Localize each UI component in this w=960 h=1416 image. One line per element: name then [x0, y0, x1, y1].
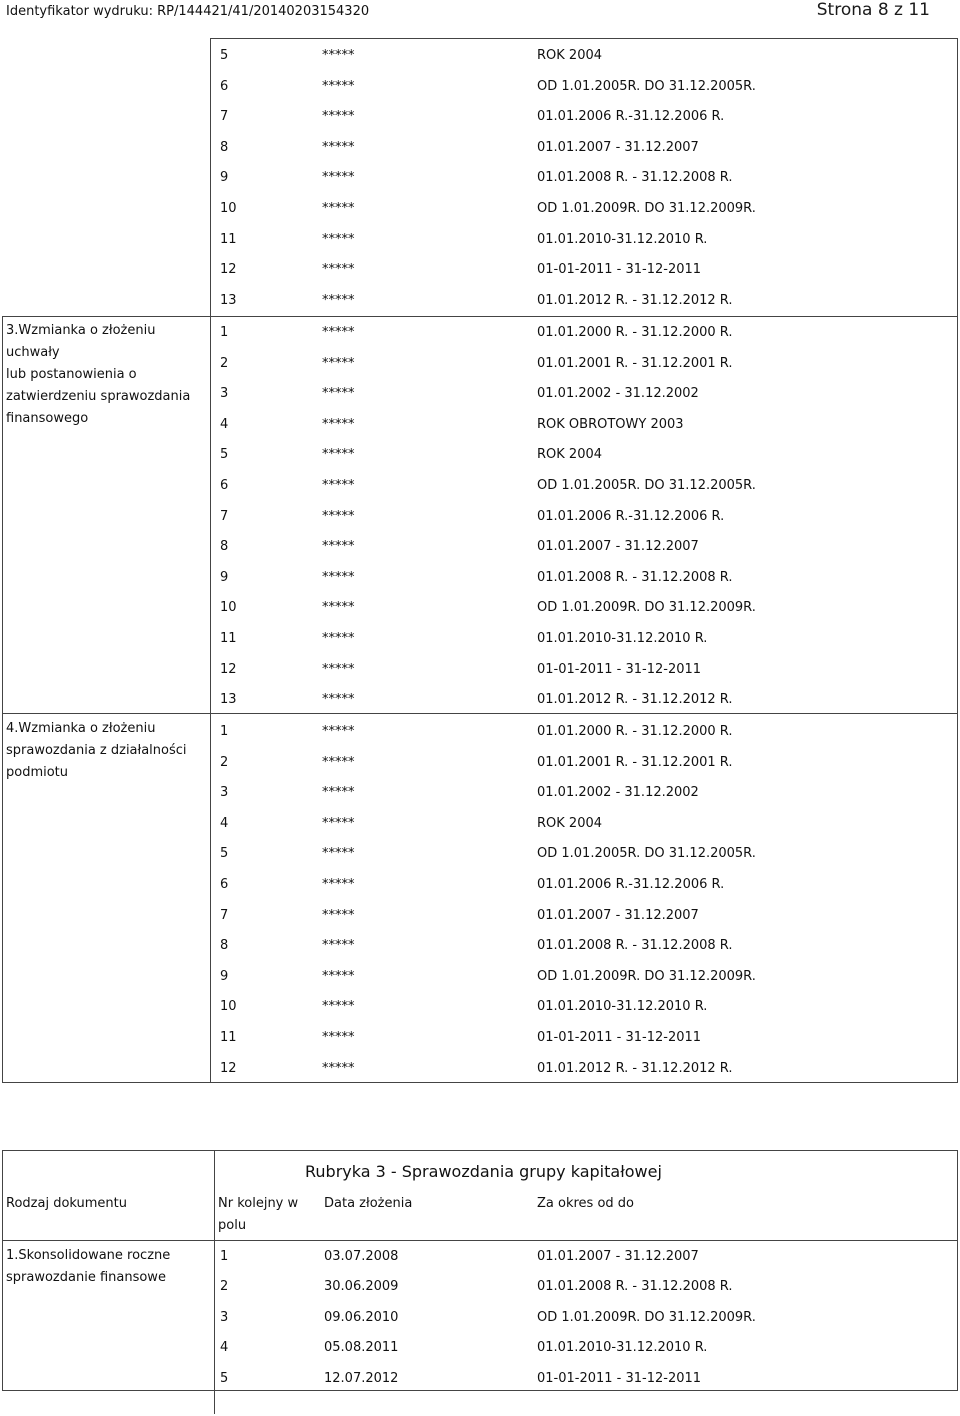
row-number: 1	[220, 1249, 229, 1264]
row-period: 01.01.2001 R. - 31.12.2001 R.	[537, 754, 733, 770]
row-number: 11	[220, 231, 237, 247]
row-number: 3	[220, 1309, 229, 1325]
row-period: 01.01.2000 R. - 31.12.2000 R.	[537, 724, 733, 739]
row-date: *****	[322, 170, 355, 186]
row-period: ROK OBROTOWY 2003	[537, 416, 684, 432]
rubryka-border-right	[957, 1150, 958, 1390]
row-number: 12	[220, 1060, 237, 1076]
section-3-label	[6, 320, 206, 430]
row-date: 30.06.2009	[324, 1279, 399, 1295]
row-number: 1	[220, 325, 229, 340]
row-period: 01-01-2011 - 31-12-2011	[537, 661, 702, 677]
row-number: 7	[220, 508, 229, 524]
row-date: *****	[322, 661, 355, 677]
row-period: 01-01-2011 - 31-12-2011	[537, 262, 702, 278]
row-date: *****	[322, 139, 355, 155]
row-period: 01.01.2010-31.12.2010 R.	[537, 1340, 708, 1356]
row-date: *****	[322, 109, 355, 125]
row-period: 01.01.2007 - 31.12.2007	[537, 539, 699, 555]
row-date: *****	[322, 416, 355, 432]
print-identifier: Identyfikator wydruku: RP/144421/41/20140203154320	[6, 4, 370, 19]
row-date: *****	[322, 508, 355, 524]
row-period: 01.01.2006 R.-31.12.2006 R.	[537, 508, 725, 524]
label-line: finansowego	[6, 411, 89, 426]
label-line: 1.Skonsolidowane roczne	[6, 1248, 171, 1263]
column-header-data: Data złożenia	[324, 1196, 413, 1211]
row-date: *****	[322, 355, 355, 371]
row-period: 01.01.2012 R. - 31.12.2012 R.	[537, 292, 733, 308]
row-period: 01.01.2006 R.-31.12.2006 R.	[537, 109, 725, 125]
row-period: 01.01.2012 R. - 31.12.2012 R.	[537, 1060, 733, 1076]
row-number: 6	[220, 877, 229, 892]
row-period: 01.01.2010-31.12.2010 R.	[537, 631, 708, 646]
row-date: *****	[322, 877, 355, 892]
section-divider	[2, 316, 958, 317]
table-border-left	[2, 316, 3, 1082]
rubryka-header-divider	[2, 1240, 958, 1241]
table-border-right	[957, 38, 958, 1082]
row-number: 12	[220, 661, 237, 677]
row-date: *****	[322, 201, 355, 216]
row-period: 01.01.2002 - 31.12.2002	[537, 785, 699, 801]
row-date: *****	[322, 846, 355, 862]
row-number: 13	[220, 292, 237, 308]
row-date: *****	[322, 907, 355, 923]
row-date: *****	[322, 539, 355, 555]
row-date: *****	[322, 262, 355, 278]
row-date: *****	[322, 999, 355, 1015]
row-number: 13	[220, 692, 237, 708]
row-date: *****	[322, 231, 355, 247]
column-header-rodzaj: Rodzaj dokumentu	[6, 1196, 127, 1211]
row-period: OD 1.01.2009R. DO 31.12.2009R.	[537, 1309, 756, 1325]
row-date: *****	[322, 724, 355, 739]
row-date: *****	[322, 48, 355, 63]
row-period: ROK 2004	[537, 447, 603, 463]
table-border-bottom	[2, 1082, 958, 1083]
row-date: *****	[322, 325, 355, 340]
row-number: 5	[220, 846, 229, 862]
row-number: 4	[220, 1340, 229, 1356]
row-date: *****	[322, 478, 355, 493]
row-period: 01.01.2008 R. - 31.12.2008 R.	[537, 938, 733, 954]
row-number: 2	[220, 1279, 229, 1295]
row-date: *****	[322, 78, 355, 94]
row-period: OD 1.01.2009R. DO 31.12.2009R.	[537, 968, 756, 984]
row-date: 03.07.2008	[324, 1249, 399, 1264]
row-period: 01.01.2012 R. - 31.12.2012 R.	[537, 692, 733, 708]
row-date: *****	[322, 1030, 355, 1045]
row-period: OD 1.01.2009R. DO 31.12.2009R.	[537, 600, 756, 616]
row-number: 8	[220, 539, 229, 555]
label-line: podmiotu	[6, 765, 69, 780]
row-date: *****	[322, 815, 355, 831]
row-period: 01.01.2002 - 31.12.2002	[537, 386, 699, 402]
row-date: *****	[322, 1060, 355, 1076]
row-number: 8	[220, 938, 229, 954]
row-date: *****	[322, 600, 355, 616]
rubryka-doc-label	[6, 1245, 211, 1289]
rubryka-title: Rubryka 3 - Sprawozdania grupy kapitałowej	[305, 1162, 662, 1181]
label-line: 3.Wzmianka o złożeniu uchwały	[6, 323, 156, 360]
row-date: 12.07.2012	[324, 1370, 399, 1386]
row-period: 01.01.2008 R. - 31.12.2008 R.	[537, 569, 733, 585]
rubryka-border-mid	[214, 1150, 215, 1414]
rubryka-border-left	[2, 1150, 3, 1390]
row-period: 01.01.2008 R. - 31.12.2008 R.	[537, 170, 733, 186]
row-date: *****	[322, 292, 355, 308]
row-period: ROK 2004	[537, 48, 603, 63]
row-number: 4	[220, 416, 229, 432]
row-number: 4	[220, 815, 229, 831]
row-number: 12	[220, 262, 237, 278]
row-number: 2	[220, 754, 229, 770]
row-period: 01-01-2011 - 31-12-2011	[537, 1370, 702, 1386]
row-number: 7	[220, 109, 229, 125]
label-line: zatwierdzeniu sprawozdania	[6, 389, 191, 404]
row-number: 5	[220, 1370, 229, 1386]
row-number: 11	[220, 1030, 237, 1045]
row-date: 05.08.2011	[324, 1340, 399, 1356]
row-period: 01.01.2007 - 31.12.2007	[537, 139, 699, 155]
row-date: *****	[322, 938, 355, 954]
row-number: 9	[220, 968, 229, 984]
row-date: 09.06.2010	[324, 1309, 399, 1325]
row-date: *****	[322, 631, 355, 646]
row-period: OD 1.01.2005R. DO 31.12.2005R.	[537, 78, 756, 94]
row-number: 6	[220, 478, 229, 493]
row-date: *****	[322, 785, 355, 801]
label-line: 4.Wzmianka o złożeniu	[6, 721, 156, 736]
row-number: 10	[220, 999, 237, 1015]
row-period: OD 1.01.2005R. DO 31.12.2005R.	[537, 846, 756, 862]
table-border-mid	[210, 38, 211, 1082]
row-number: 7	[220, 907, 229, 923]
row-number: 3	[220, 386, 229, 402]
row-period: 01.01.2010-31.12.2010 R.	[537, 231, 708, 247]
row-number: 8	[220, 139, 229, 155]
row-period: OD 1.01.2005R. DO 31.12.2005R.	[537, 478, 756, 493]
row-date: *****	[322, 386, 355, 402]
page-number: Strona 8 z 11	[816, 0, 930, 20]
label-line: sprawozdanie finansowe	[6, 1270, 166, 1285]
row-period: 01-01-2011 - 31-12-2011	[537, 1030, 702, 1045]
row-period: 01.01.2008 R. - 31.12.2008 R.	[537, 1279, 733, 1295]
row-number: 5	[220, 447, 229, 463]
row-date: *****	[322, 968, 355, 984]
row-period: 01.01.2001 R. - 31.12.2001 R.	[537, 355, 733, 371]
row-period: OD 1.01.2009R. DO 31.12.2009R.	[537, 201, 756, 216]
row-date: *****	[322, 692, 355, 708]
row-number: 11	[220, 631, 237, 646]
row-number: 10	[220, 201, 237, 216]
column-header-okres: Za okres od do	[537, 1196, 634, 1211]
row-period: 01.01.2007 - 31.12.2007	[537, 907, 699, 923]
table-border-top	[210, 38, 958, 39]
row-date: *****	[322, 447, 355, 463]
row-number: 5	[220, 48, 229, 63]
row-period: ROK 2004	[537, 815, 603, 831]
row-number: 10	[220, 600, 237, 616]
row-number: 2	[220, 355, 229, 371]
row-period: 01.01.2007 - 31.12.2007	[537, 1249, 699, 1264]
row-period: 01.01.2006 R.-31.12.2006 R.	[537, 877, 725, 892]
section-divider	[2, 713, 958, 714]
row-period: 01.01.2000 R. - 31.12.2000 R.	[537, 325, 733, 340]
row-number: 9	[220, 569, 229, 585]
row-number: 3	[220, 785, 229, 801]
row-number: 1	[220, 724, 229, 739]
rubryka-border-top	[2, 1150, 958, 1151]
rubryka-border-bottom	[2, 1390, 958, 1391]
row-period: 01.01.2010-31.12.2010 R.	[537, 999, 708, 1015]
label-line: sprawozdania z działalności	[6, 743, 187, 758]
row-number: 9	[220, 170, 229, 186]
column-header-nr-line2: polu	[218, 1218, 247, 1233]
section-4-label	[6, 718, 206, 784]
row-date: *****	[322, 569, 355, 585]
column-header-nr: Nr kolejny w	[218, 1196, 299, 1211]
row-number: 6	[220, 78, 229, 94]
label-line: lub postanowienia o	[6, 367, 137, 382]
row-date: *****	[322, 754, 355, 770]
